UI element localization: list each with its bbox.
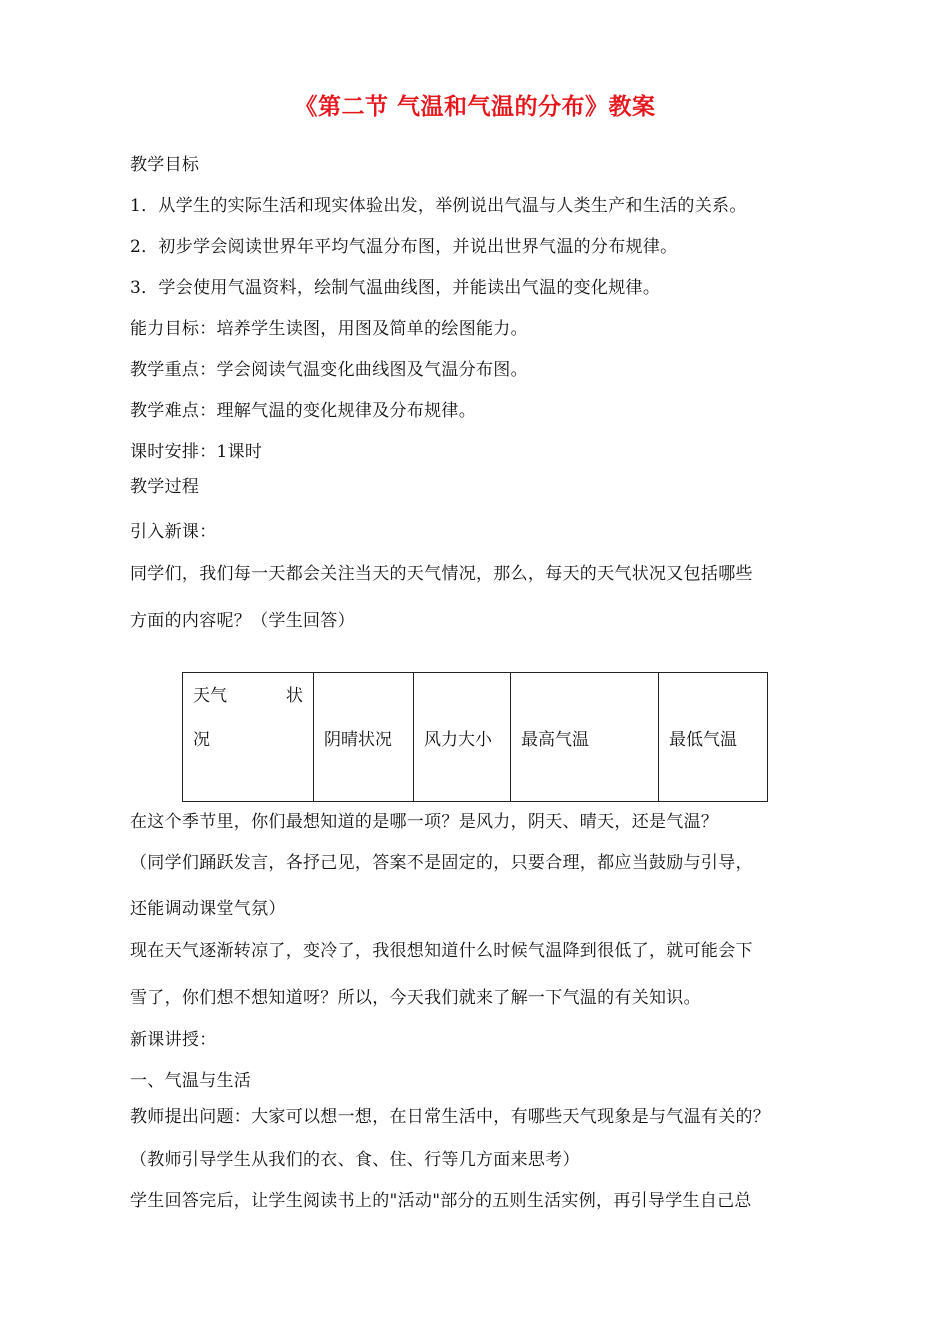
text-line: 3．学会使用气温资料，绘制气温曲线图，并能读出气温的变化规律。 <box>130 278 661 298</box>
table-cell: 风力大小 <box>414 673 511 802</box>
weather-table <box>182 672 768 802</box>
text-line: 教学重点：学会阅读气温变化曲线图及气温分布图。 <box>130 360 528 380</box>
table-cell: 最低气温 <box>659 673 768 802</box>
text-line: 在这个季节里，你们最想知道的是哪一项？是风力，阴天、晴天，还是气温？ <box>130 812 719 832</box>
table-row <box>183 673 768 802</box>
text-line: 课时安排：1课时 <box>130 442 263 462</box>
text-line: （教师引导学生从我们的衣、食、住、行等几方面来思考） <box>130 1150 580 1170</box>
text-line: 同学们，我们每一天都会关注当天的天气情况，那么，每天的天气状况又包括哪些 <box>130 564 753 584</box>
text-line: 还能调动课堂气氛） <box>130 899 286 919</box>
text-line: 雪了，你们想不想知道呀？所以，今天我们就来了解一下气温的有关知识。 <box>130 988 701 1008</box>
table-cell-text: 况 <box>193 730 210 750</box>
table-cell-text: 状 <box>286 686 303 706</box>
text-line: 教学难点：理解气温的变化规律及分布规律。 <box>130 401 476 421</box>
text-line: 能力目标：培养学生读图，用图及简单的绘图能力。 <box>130 319 528 339</box>
page-title: 《第二节 气温和气温的分布》教案 <box>294 93 656 120</box>
text-line: 教师提出问题：大家可以想一想，在日常生活中，有哪些天气现象是与气温有关的？ <box>130 1107 771 1127</box>
text-line: 教学目标 <box>130 155 200 175</box>
table-cell <box>183 673 314 802</box>
table-cell: 最高气温 <box>511 673 659 802</box>
text-line: （同学们踊跃发言，各抒己见，答案不是固定的，只要合理，都应当鼓励与引导， <box>130 853 753 873</box>
text-line: 教学过程 <box>130 477 200 497</box>
text-line: 2．初步学会阅读世界年平均气温分布图，并说出世界气温的分布规律。 <box>130 237 678 257</box>
text-line: 现在天气逐渐转凉了，变冷了，我很想知道什么时候气温降到很低了，就可能会下 <box>130 941 753 961</box>
text-line: 新课讲授： <box>130 1030 217 1050</box>
table-cell-text: 天气 <box>193 686 227 706</box>
text-line: 方面的内容呢？（学生回答） <box>130 611 355 631</box>
text-line: 学生回答完后，让学生阅读书上的"活动"部分的五则生活实例，再引导学生自己总 <box>130 1191 752 1211</box>
text-line: 1．从学生的实际生活和现实体验出发，举例说出气温与人类生产和生活的关系。 <box>130 196 747 216</box>
text-line: 引入新课： <box>130 522 217 542</box>
text-line: 一、气温与生活 <box>130 1071 252 1091</box>
table-cell: 阴晴状况 <box>314 673 414 802</box>
